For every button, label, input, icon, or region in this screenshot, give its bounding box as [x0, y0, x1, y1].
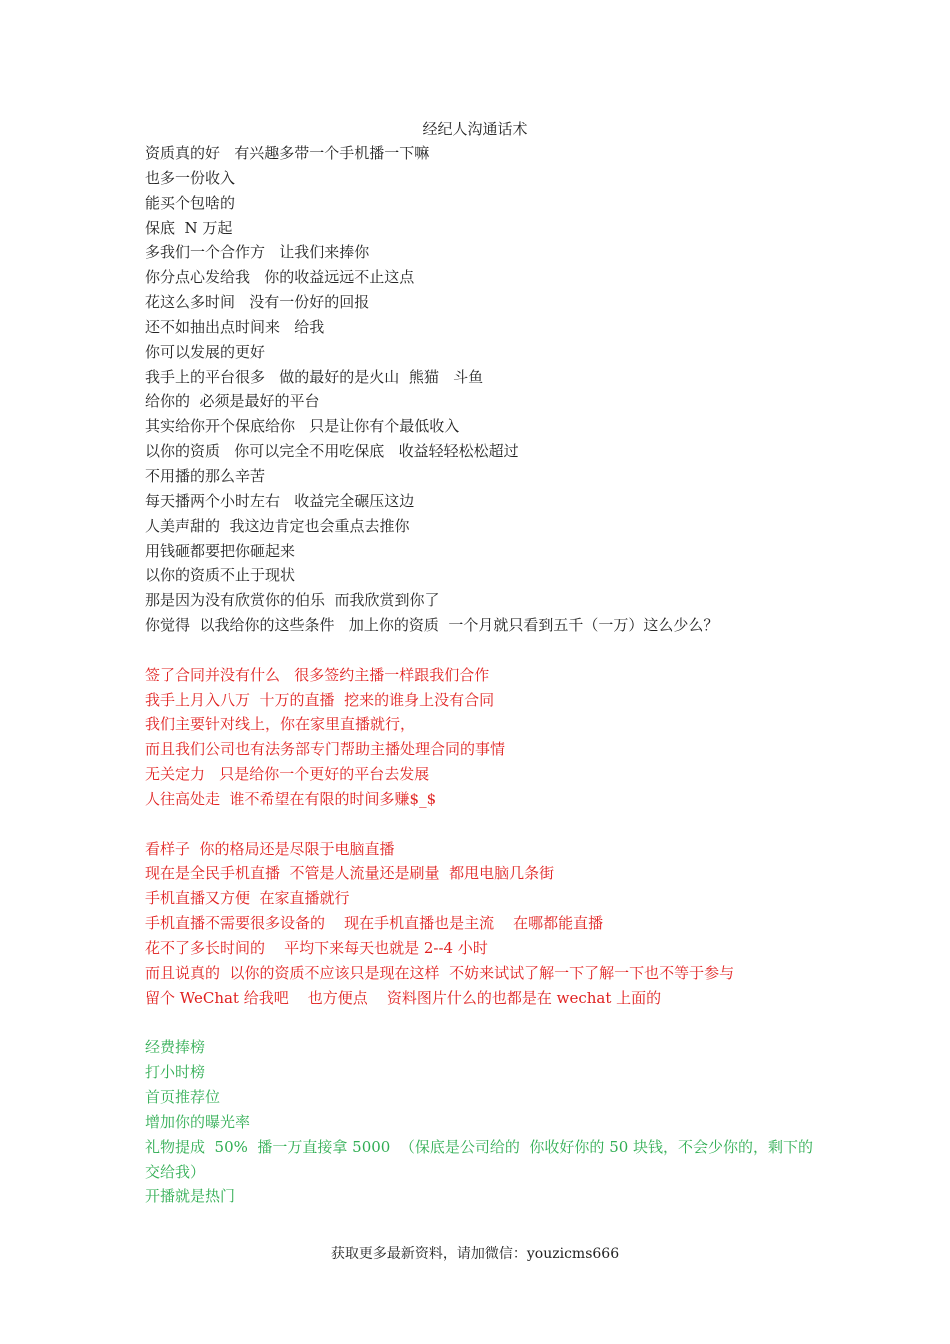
text-line: 礼物提成 50% 播一万直接拿 5000 （保底是公司给的 你收好你的 50 块钱，不会少你的，剩下的交给我） [145, 1137, 814, 1181]
section-contract [145, 663, 815, 812]
text-line: 而且我们公司也有法务部专门帮助主播处理合同的事情 [145, 740, 506, 759]
text-line: 给你的 必须是最好的平台 [145, 392, 320, 411]
text-line: 签了合同并没有什么 很多签约主播一样跟我们合作 [145, 665, 490, 684]
blank-line [145, 812, 815, 837]
blank-line [145, 1011, 815, 1036]
text-line: 留个 WeChat 给我吧 也方便点 资料图片什么的也都是在 wechat 上面的 [145, 988, 662, 1007]
text-line: 增加你的曝光率 [145, 1112, 251, 1131]
text-line: 首页推荐位 [145, 1088, 221, 1107]
text-line: 资质真的好 有兴趣多带一个手机播一下嘛 [145, 144, 430, 162]
section-mobile-live [145, 837, 815, 1011]
blank-line [145, 638, 815, 663]
text-line: 你分点心发给我 你的收益远远不止这点 [145, 268, 415, 287]
document-body [145, 141, 815, 1209]
text-line: 人往高处走 谁不希望在有限的时间多赚$_$ [145, 789, 437, 808]
text-line: 我手上的平台很多 做的最好的是火山 熊猫 斗鱼 [145, 367, 484, 386]
text-line: 我们主要针对线上，你在家里直播就行， [145, 715, 416, 734]
text-line: 以你的资质 你可以完全不用吃保底 收益轻轻松松超过 [145, 442, 519, 461]
text-line: 用钱砸都要把你砸起来 [145, 541, 296, 560]
text-line: 手机直播又方便 在家直播就行 [145, 889, 350, 908]
text-line: 花不了多长时间的 平均下来每天也就是 2--4 小时 [145, 939, 488, 957]
section-benefits [145, 1035, 815, 1209]
page-footer: 获取更多最新资料，请加微信：youzicms666 [330, 1246, 620, 1262]
text-line: 那是因为没有欣赏你的伯乐 而我欣赏到你了 [145, 591, 440, 610]
text-line: 以你的资质不止于现状 [145, 566, 296, 585]
text-line: 你可以发展的更好 [145, 342, 266, 361]
text-line: 手机直播不需要很多设备的 现在手机直播也是主流 在哪都能直播 [145, 914, 604, 933]
text-line: 其实给你开个保底给你 只是让你有个最低收入 [145, 417, 460, 436]
text-line: 开播就是热门 [145, 1187, 236, 1206]
text-line: 而且说真的 以你的资质不应该只是现在这样 不妨来试试了解一下了解一下也不等于参与 [145, 963, 735, 982]
text-line: 也多一份收入 [145, 168, 236, 187]
text-line: 多我们一个合作方 让我们来捧你 [145, 243, 370, 262]
text-line: 经费捧榜 [145, 1038, 206, 1057]
text-line: 看样子 你的格局还是尽限于电脑直播 [145, 839, 395, 858]
text-line: 人美声甜的 我这边肯定也会重点去推你 [145, 516, 410, 535]
text-line: 花这么多时间 没有一份好的回报 [145, 293, 370, 312]
text-line: 能买个包啥的 [145, 193, 236, 212]
text-line: 现在是全民手机直播 不管是人流量还是刷量 都甩电脑几条街 [145, 864, 555, 883]
page-title: 经纪人沟通话术 [422, 120, 528, 138]
text-line: 无关定力 只是给你一个更好的平台去发展 [145, 765, 430, 784]
text-line: 每天播两个小时左右 收益完全碾压这边 [145, 491, 415, 510]
text-line: 你觉得 以我给你的这些条件 加上你的资质 一个月就只看到五千（一万）这么少么？ [145, 616, 719, 635]
text-line: 保底 N 万起 [145, 218, 233, 237]
text-line: 不用播的那么辛苦 [145, 466, 266, 485]
text-line: 还不如抽出点时间来 给我 [145, 317, 325, 336]
section-pitch [145, 141, 815, 638]
text-line: 打小时榜 [145, 1063, 206, 1082]
text-line: 我手上月入八万 十万的直播 挖来的谁身上没有合同 [145, 690, 495, 709]
